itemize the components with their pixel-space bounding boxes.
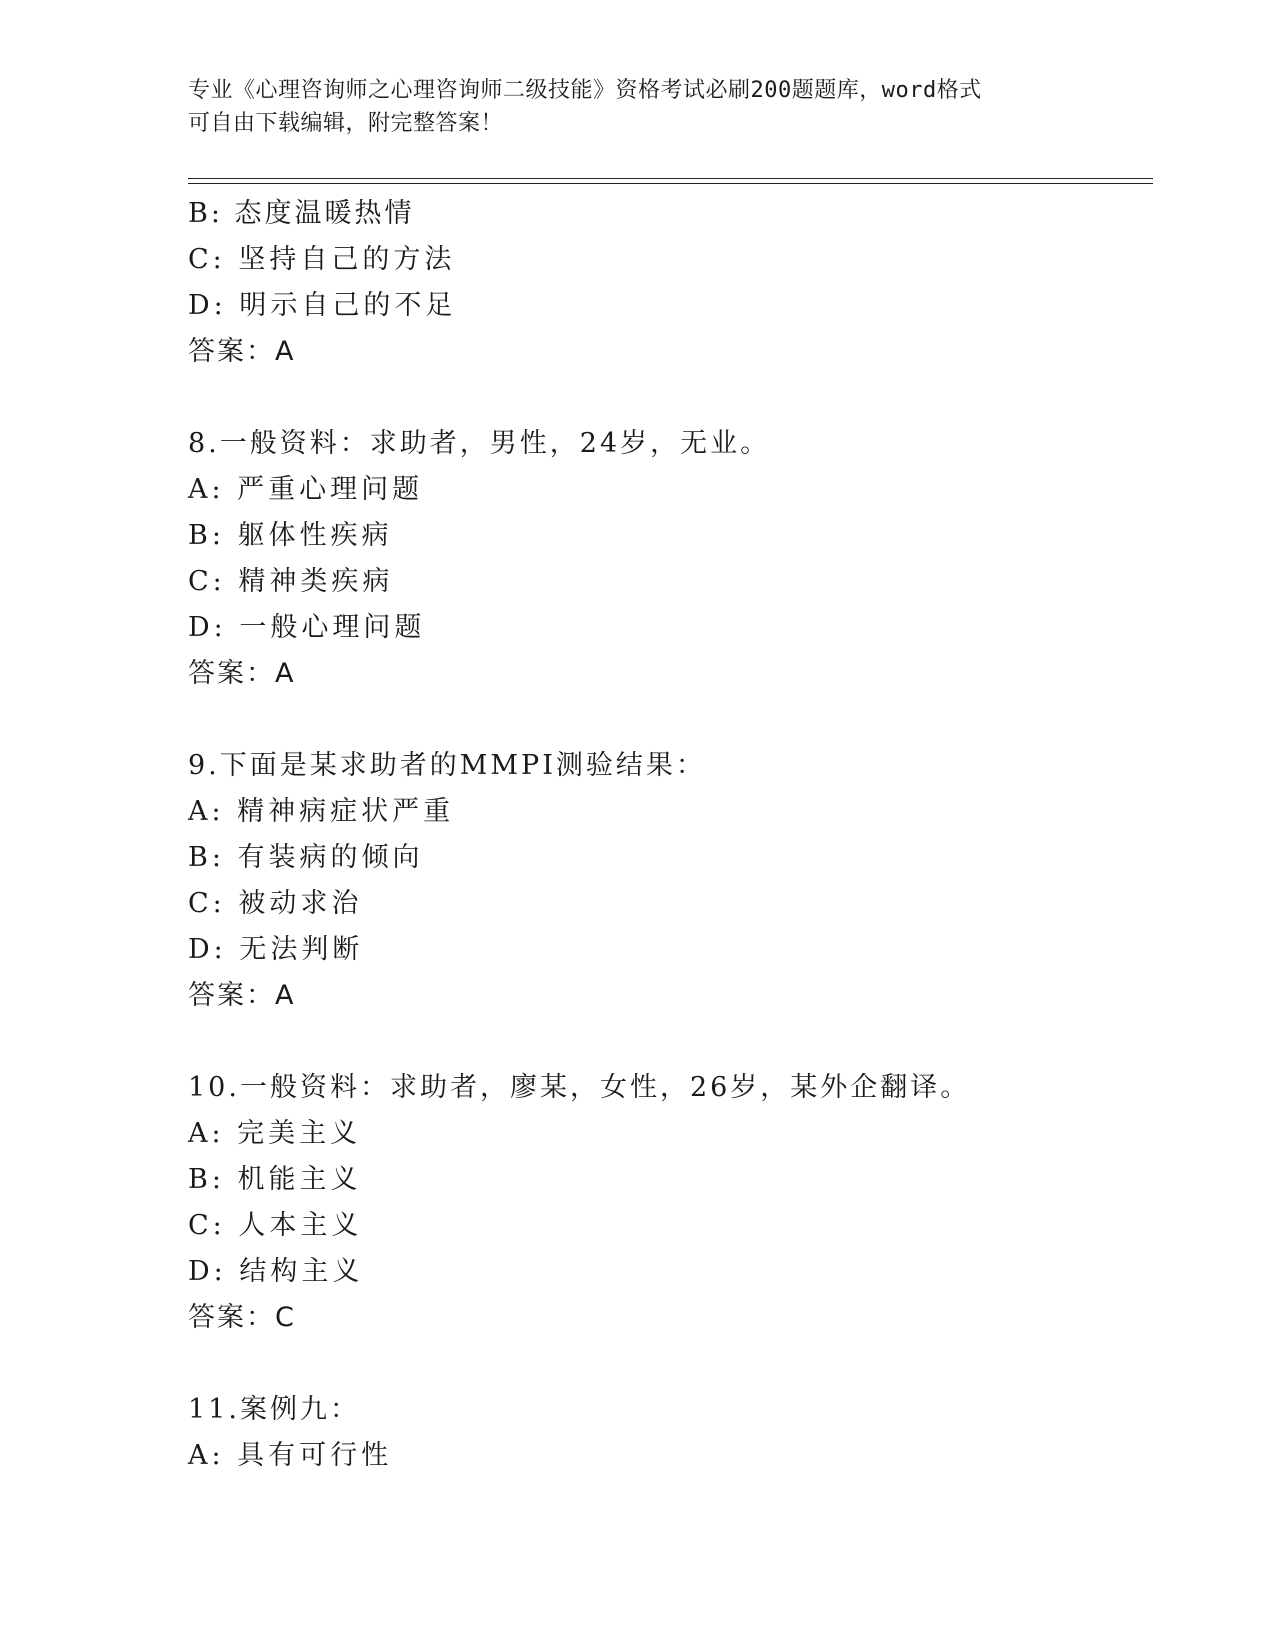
question-8 <box>188 421 1148 697</box>
option-d: D: 无法判断 <box>188 934 364 965</box>
answer-line: 答案：A <box>188 980 296 1011</box>
answer-line: 答案：A <box>188 658 296 689</box>
block-spacer <box>188 1341 1148 1387</box>
option-c: C: 被动求治 <box>188 888 363 919</box>
document-body <box>188 191 1148 1479</box>
question-continuation <box>188 191 1148 375</box>
option-c: C: 坚持自己的方法 <box>188 244 456 275</box>
answer-line: 答案：A <box>188 336 296 367</box>
option-a: A: 完美主义 <box>188 1118 362 1149</box>
header-title-line-1: 专业《心理咨询师之心理咨询师二级技能》资格考试必刷200题题库，word格式 <box>188 78 982 103</box>
block-spacer <box>188 375 1148 421</box>
option-c: C: 精神类疾病 <box>188 566 394 597</box>
question-stem: 8.一般资料：求助者，男性，24岁，无业。 <box>188 428 771 459</box>
option-d: D: 明示自己的不足 <box>188 290 457 321</box>
question-11 <box>188 1387 1148 1479</box>
block-spacer <box>188 1019 1148 1065</box>
option-b: B: 有装病的倾向 <box>188 842 424 873</box>
header-divider-top <box>188 178 1153 179</box>
option-a: A: 精神病症状严重 <box>188 796 455 827</box>
option-d: D: 结构主义 <box>188 1256 364 1287</box>
option-d: D: 一般心理问题 <box>188 612 426 643</box>
answer-line: 答案：C <box>188 1302 296 1333</box>
header-divider-bottom <box>188 183 1153 184</box>
question-10 <box>188 1065 1148 1341</box>
question-stem: 9.下面是某求助者的MMPI测验结果： <box>188 750 706 781</box>
header-title-line-2: 可自由下载编辑，附完整答案！ <box>188 111 504 136</box>
option-c: C: 人本主义 <box>188 1210 363 1241</box>
question-stem: 11.案例九： <box>188 1394 360 1425</box>
option-a: A: 严重心理问题 <box>188 474 424 505</box>
block-spacer <box>188 697 1148 743</box>
option-b: B: 态度温暖热情 <box>188 198 415 229</box>
question-9 <box>188 743 1148 1019</box>
option-b: B: 躯体性疾病 <box>188 520 393 551</box>
document-header <box>188 74 1088 140</box>
question-stem: 10.一般资料：求助者，廖某，女性，26岁，某外企翻译。 <box>188 1072 971 1103</box>
option-b: B: 机能主义 <box>188 1164 362 1195</box>
option-a: A: 具有可行性 <box>188 1440 393 1471</box>
